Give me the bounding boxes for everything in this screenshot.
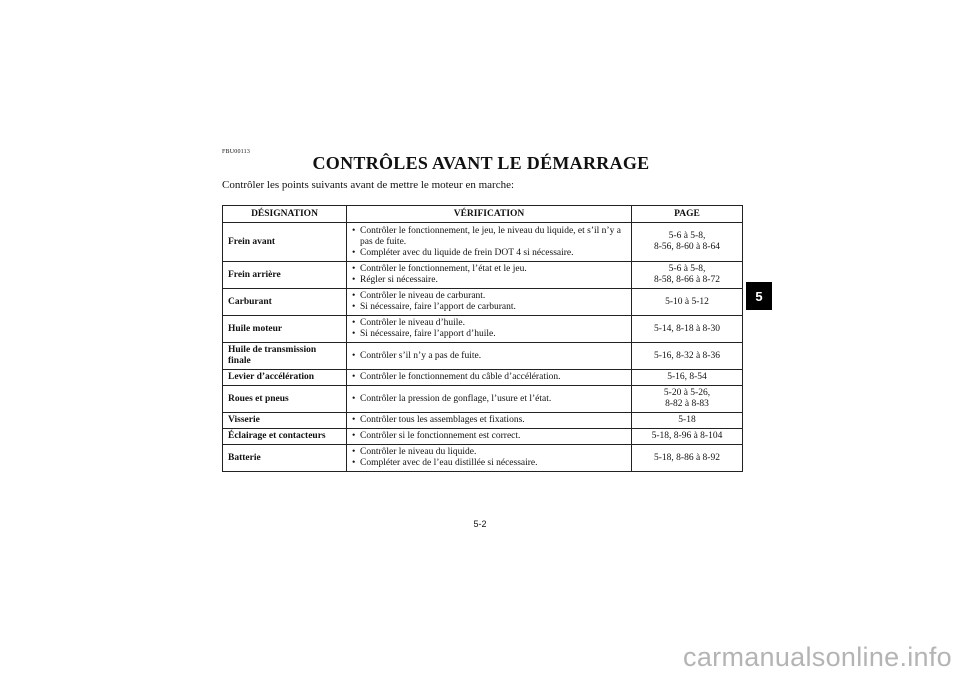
row-page [632,386,743,413]
row-page [632,316,743,343]
header-verification: VÉRIFICATION [347,206,632,223]
document-code: FBU00113 [222,149,251,155]
check-item: • Contrôler le fonctionnement, l’état et le jeu. [352,264,626,275]
page-ref: 5-6 à 5-8, [668,231,706,241]
row-verification [347,262,632,289]
table-row [223,223,743,262]
row-page [632,289,743,316]
page-title: CONTRÔLES AVANT LE DÉMARRAGE [312,153,650,173]
page-ref: 5-18 [678,415,696,425]
row-designation: Visserie [223,413,347,429]
page-ref: 5-16, 8-54 [667,372,707,382]
row-verification [347,429,632,445]
check-item: • Compléter avec de l’eau distillée si nécessaire. [352,458,626,469]
row-designation: Huile moteur [223,316,347,343]
page-ref: 8-82 à 8-83 [665,399,709,409]
row-verification [347,386,632,413]
check-item: • Si nécessaire, faire l’apport de carburant. [352,302,626,313]
check-item: • Contrôler le fonctionnement du câble d’accélération. [352,372,626,383]
row-page [632,223,743,262]
row-designation: Levier d’accélération [223,370,347,386]
page-number: 5-2 [473,519,487,529]
table-row [223,343,743,370]
table-header-row [223,206,743,223]
check-item: • Contrôler le niveau d’huile. [352,318,626,329]
intro-text: Contrôler les points suivants avant de mettre le moteur en marche: [222,179,515,191]
check-item: • Compléter avec du liquide de frein DOT 4 si nécessaire. [352,248,626,259]
header-designation: DÉSIGNATION [223,206,347,223]
row-verification [347,316,632,343]
table-row [223,289,743,316]
pre-start-checks-table [222,205,743,472]
row-verification [347,413,632,429]
row-verification [347,289,632,316]
row-page [632,445,743,472]
page-ref: 5-10 à 5-12 [665,296,709,307]
row-page [632,343,743,370]
page-ref: 5-18, 8-86 à 8-92 [654,452,720,463]
table-row [223,429,743,445]
row-designation: Carburant [223,289,347,316]
page-ref: 5-6 à 5-8, [668,264,706,274]
table-row [223,370,743,386]
page-ref: 5-14, 8-18 à 8-30 [654,323,720,334]
check-item: • Si nécessaire, faire l’apport d’huile. [352,329,626,340]
header-page: PAGE [632,206,743,223]
check-item: • Contrôler s’il n’y a pas de fuite. [352,351,626,362]
row-designation: Frein avant [223,223,347,262]
page-ref: 5-20 à 5-26, [663,388,711,398]
check-item: • Contrôler le niveau de carburant. [352,291,626,302]
page-ref: 8-58, 8-66 à 8-72 [654,275,720,285]
row-designation: Frein arrière [223,262,347,289]
watermark: carmanualsonline.info [683,642,952,672]
row-designation: Roues et pneus [223,386,347,413]
table-row [223,262,743,289]
row-designation: Éclairage et contacteurs [223,429,347,445]
row-page [632,370,743,386]
table-row [223,386,743,413]
row-page [632,262,743,289]
page-ref: 5-18, 8-96 à 8-104 [651,431,723,441]
check-item: • Contrôler si le fonctionnement est correct. [352,431,626,442]
page-ref: 5-16, 8-32 à 8-36 [654,350,720,361]
check-item: • Contrôler le fonctionnement, le jeu, le niveau du liquide, et s’il n’y a pas de fuite. [352,226,626,248]
row-designation: Huile de transmission finale [223,343,347,370]
table-row [223,316,743,343]
page-ref: 8-56, 8-60 à 8-64 [654,242,720,252]
row-verification [347,343,632,370]
table-row [223,445,743,472]
chapter-tab: 5 [746,282,772,310]
row-verification [347,370,632,386]
row-page [632,429,743,445]
check-item: • Contrôler tous les assemblages et fixations. [352,415,626,426]
row-verification [347,445,632,472]
row-designation: Batterie [223,445,347,472]
table-row [223,413,743,429]
check-item: • Régler si nécessaire. [352,275,626,286]
row-page [632,413,743,429]
check-item: • Contrôler le niveau du liquide. [352,447,626,458]
check-item: • Contrôler la pression de gonflage, l’usure et l’état. [352,394,626,405]
row-verification [347,223,632,262]
